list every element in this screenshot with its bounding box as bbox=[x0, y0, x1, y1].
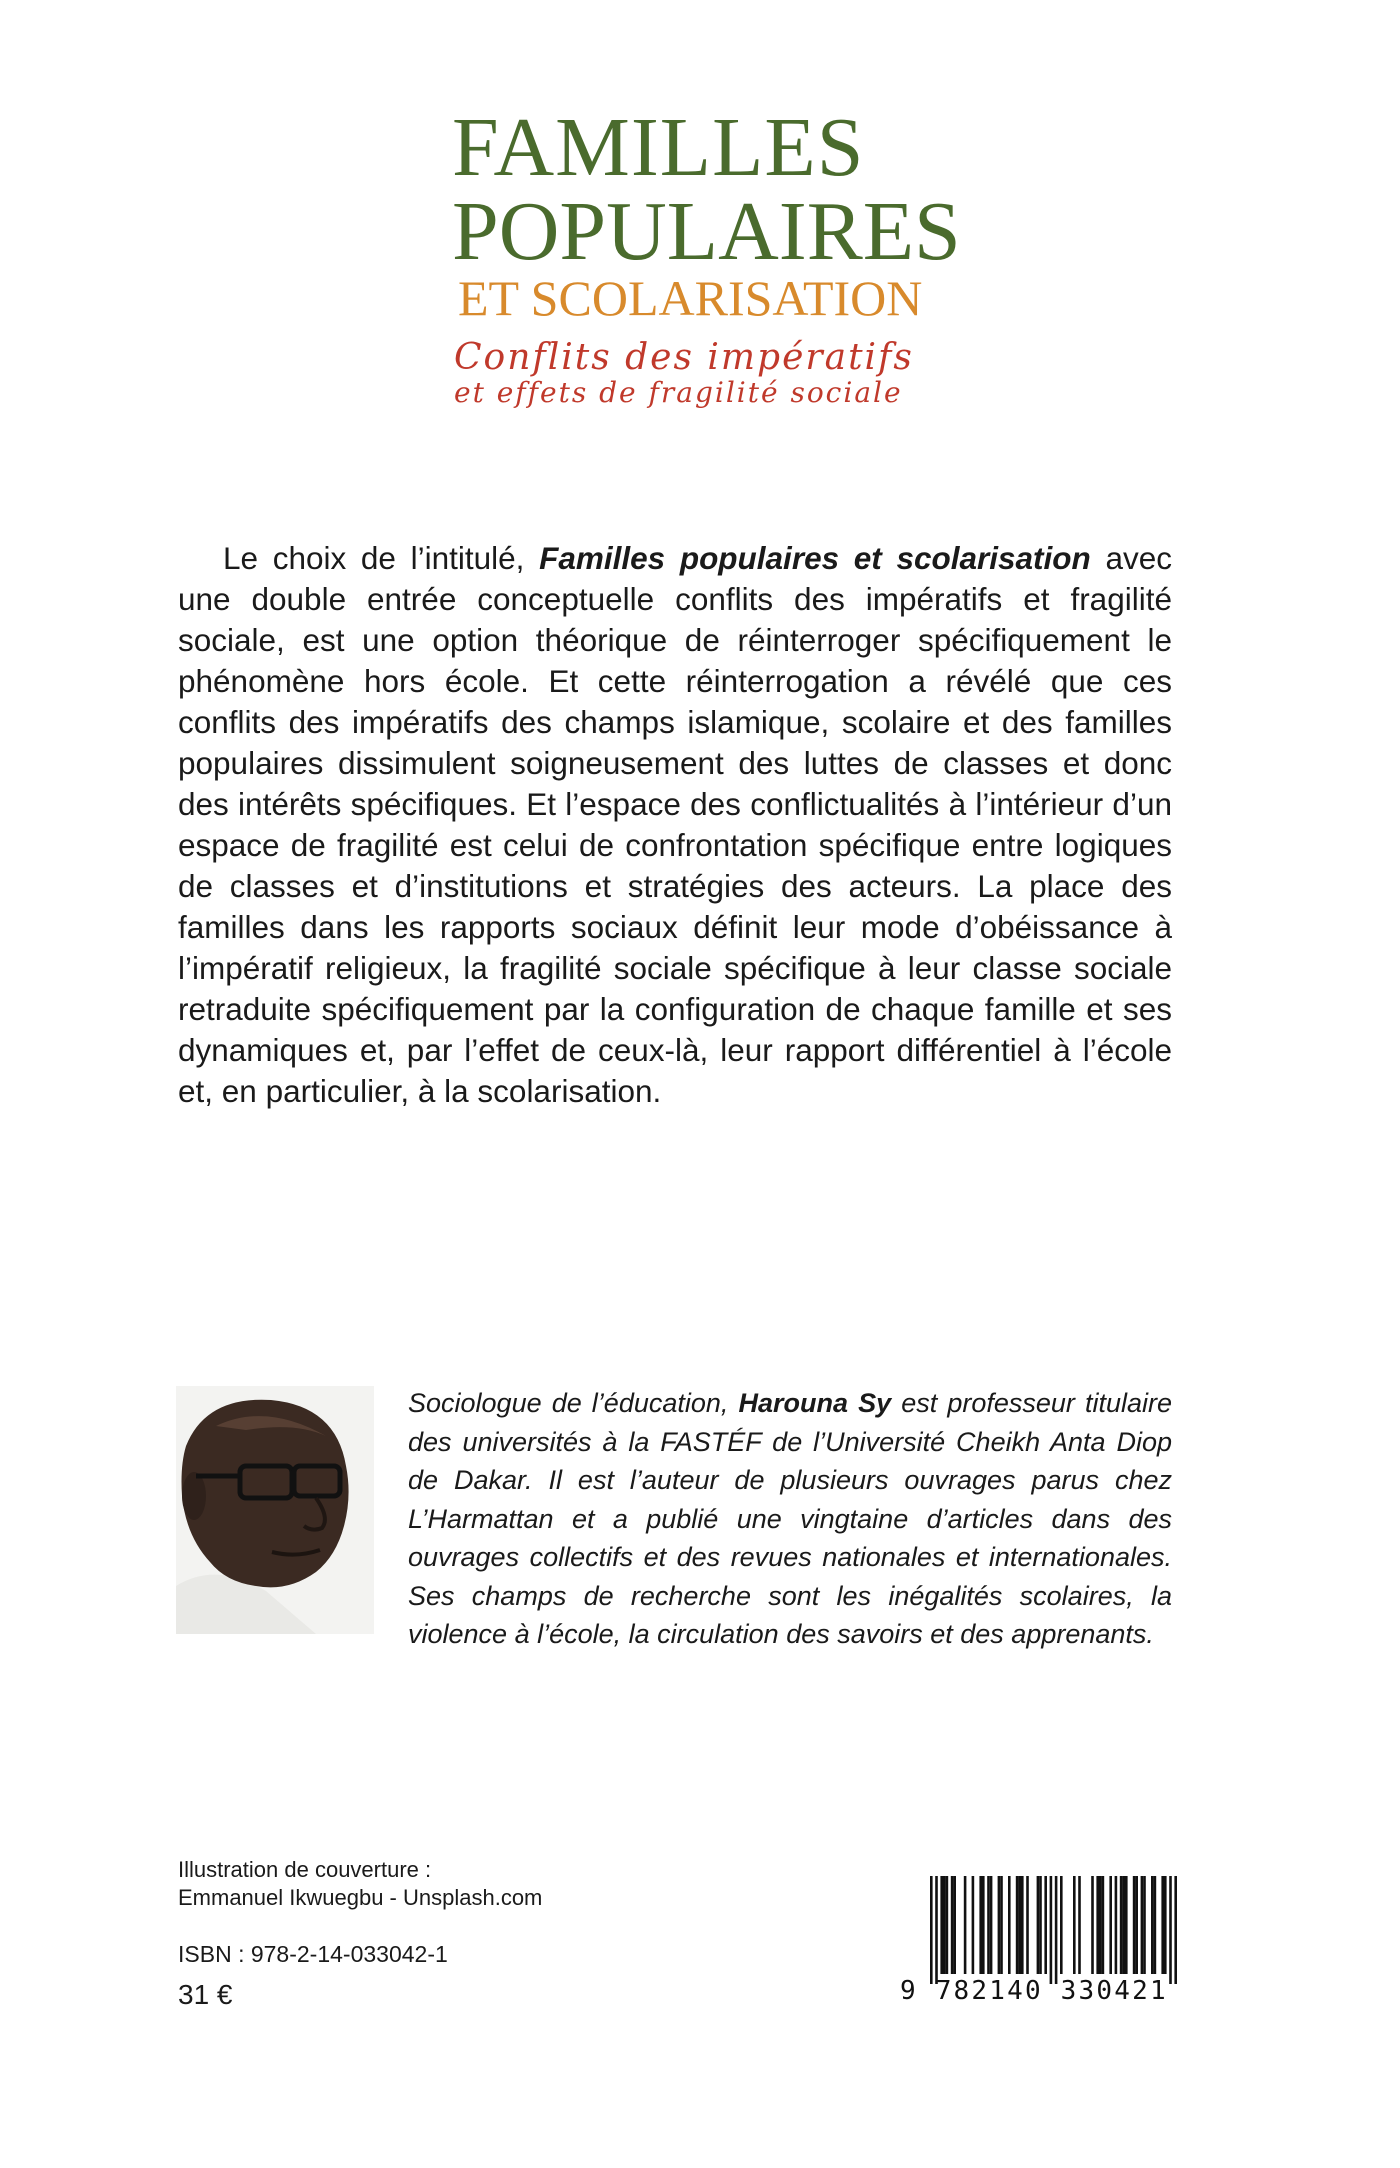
barcode-bar bbox=[953, 1876, 956, 1974]
barcode-bar bbox=[1055, 1876, 1058, 1984]
cover-illustration-credit bbox=[178, 1856, 542, 1912]
barcode-bar bbox=[1008, 1876, 1011, 1974]
author-bio-body: est professeur titulaire des universités à la FASTÉF de l’Université Cheikh Anta Diop de Dakar. Il est l’auteur de plusieurs ouvrages parus chez L’Harmattan et a publié une vingtaine d’articles dans des ouvrages collectifs et des revues nationales et internationales. Ses champs de recherche sont les inégalités scolaires, la violence à l’école, la circulation des savoirs et des apprenants. bbox=[408, 1388, 1173, 1649]
author-bio-intro: Sociologue de l’éducation, bbox=[408, 1388, 739, 1418]
barcode-bar bbox=[1073, 1876, 1076, 1974]
title-line-1: FAMILLES bbox=[452, 101, 865, 194]
abstract-book-title: Familles populaires et scolarisation bbox=[539, 540, 1091, 576]
barcode-bar bbox=[1102, 1876, 1105, 1974]
barcode-bar bbox=[1016, 1876, 1019, 1974]
barcode-bar bbox=[951, 1876, 954, 1974]
barcode-bar bbox=[998, 1876, 1001, 1974]
barcode-bar bbox=[1037, 1876, 1040, 1974]
barcode-bar bbox=[1039, 1876, 1042, 1974]
barcode-bar bbox=[1151, 1876, 1154, 1974]
barcode-bar bbox=[1026, 1876, 1029, 1974]
author-bio bbox=[408, 1384, 1172, 1654]
barcode-digits: 9 782140 330421 bbox=[900, 1976, 1168, 2006]
title-line-3: ET SCOLARISATION bbox=[458, 270, 923, 326]
barcode-bar bbox=[1164, 1876, 1167, 1974]
barcode-bar bbox=[1115, 1876, 1118, 1974]
barcode-bar bbox=[990, 1876, 993, 1974]
barcode-bar bbox=[1143, 1876, 1146, 1974]
barcode-bar bbox=[1021, 1876, 1024, 1974]
barcode-bar bbox=[930, 1876, 933, 1984]
barcode-bar bbox=[1161, 1876, 1164, 1974]
isbn-text: ISBN : 978-2-14-033042-1 bbox=[178, 1941, 448, 1967]
barcode-bar bbox=[1000, 1876, 1003, 1974]
barcode-bar bbox=[1078, 1876, 1081, 1974]
barcode-bar bbox=[964, 1876, 967, 1974]
barcode-bar bbox=[935, 1876, 938, 1984]
barcode-bar bbox=[1120, 1876, 1123, 1974]
barcode-bar bbox=[1174, 1876, 1177, 1984]
barcode-bar bbox=[1169, 1876, 1172, 1984]
barcode-bar bbox=[1133, 1876, 1136, 1974]
barcode-bar bbox=[1060, 1876, 1063, 1974]
barcode-bar bbox=[1109, 1876, 1112, 1974]
price-text: 31 € bbox=[178, 1979, 233, 2010]
barcode-bar bbox=[979, 1876, 982, 1974]
barcode-bar bbox=[1018, 1876, 1021, 1974]
credit-label: Illustration de couverture : bbox=[178, 1857, 432, 1882]
barcode-bar bbox=[1044, 1876, 1047, 1974]
barcode-bar bbox=[1141, 1876, 1144, 1974]
barcode-bar bbox=[972, 1876, 975, 1974]
title-line-2: POPULAIRES bbox=[452, 185, 961, 278]
barcode-bar bbox=[1135, 1876, 1138, 1974]
barcode-bar bbox=[1099, 1876, 1102, 1974]
barcode-bar bbox=[940, 1876, 943, 1974]
barcode-bar bbox=[1125, 1876, 1128, 1974]
barcode-bar bbox=[1122, 1876, 1125, 1974]
barcode-bar bbox=[1096, 1876, 1099, 1974]
credit-value: Emmanuel Ikwuegbu - Unsplash.com bbox=[178, 1885, 543, 1910]
author-portrait-illustration bbox=[176, 1386, 374, 1634]
abstract-body: avec une double entrée conceptuelle conflits des impératifs et fragilité sociale, est une option théorique de réinterroger spécifiquement le phénomène hors école. Et cette réinterrogation a révélé que ces conflits des impératifs des champs islamique, scolaire et des familles populaires dissimulent soigneusement des luttes de classes et donc des intérêts spécifiques. Et l’espace des conflictualités à l’intérieur d’un espace de fragilité est celui de confrontation spécifique entre logiques de classes et d’institutions et stratégies des acteurs. La place des familles dans les rapports sociaux définit leur mode d’obéissance à l’impératif religieux, la fragilité sociale spécifique à leur classe sociale retraduite spécifiquement par la configuration de chaque famille et ses dynamiques et, par l’effet de ceux-là, leur rapport différentiel à l’école et, en particulier, à la scolarisation. bbox=[178, 540, 1172, 1109]
abstract-paragraph bbox=[178, 538, 1172, 1112]
barcode-bar bbox=[1050, 1876, 1053, 1984]
author-name: Harouna Sy bbox=[738, 1388, 892, 1418]
barcode-bar bbox=[1091, 1876, 1094, 1974]
barcode-bar bbox=[1154, 1876, 1157, 1974]
abstract-intro: Le choix de l’intitulé, bbox=[223, 540, 540, 576]
barcode-bar bbox=[982, 1876, 985, 1974]
barcode-bar bbox=[943, 1876, 946, 1974]
subtitle-line-2: et effets de fragilité sociale bbox=[454, 376, 903, 409]
author-photo bbox=[176, 1386, 374, 1634]
barcode-bar bbox=[987, 1876, 990, 1974]
subtitle-line-1: Conflits des impératifs bbox=[454, 337, 914, 378]
barcode-bar bbox=[946, 1876, 949, 1974]
